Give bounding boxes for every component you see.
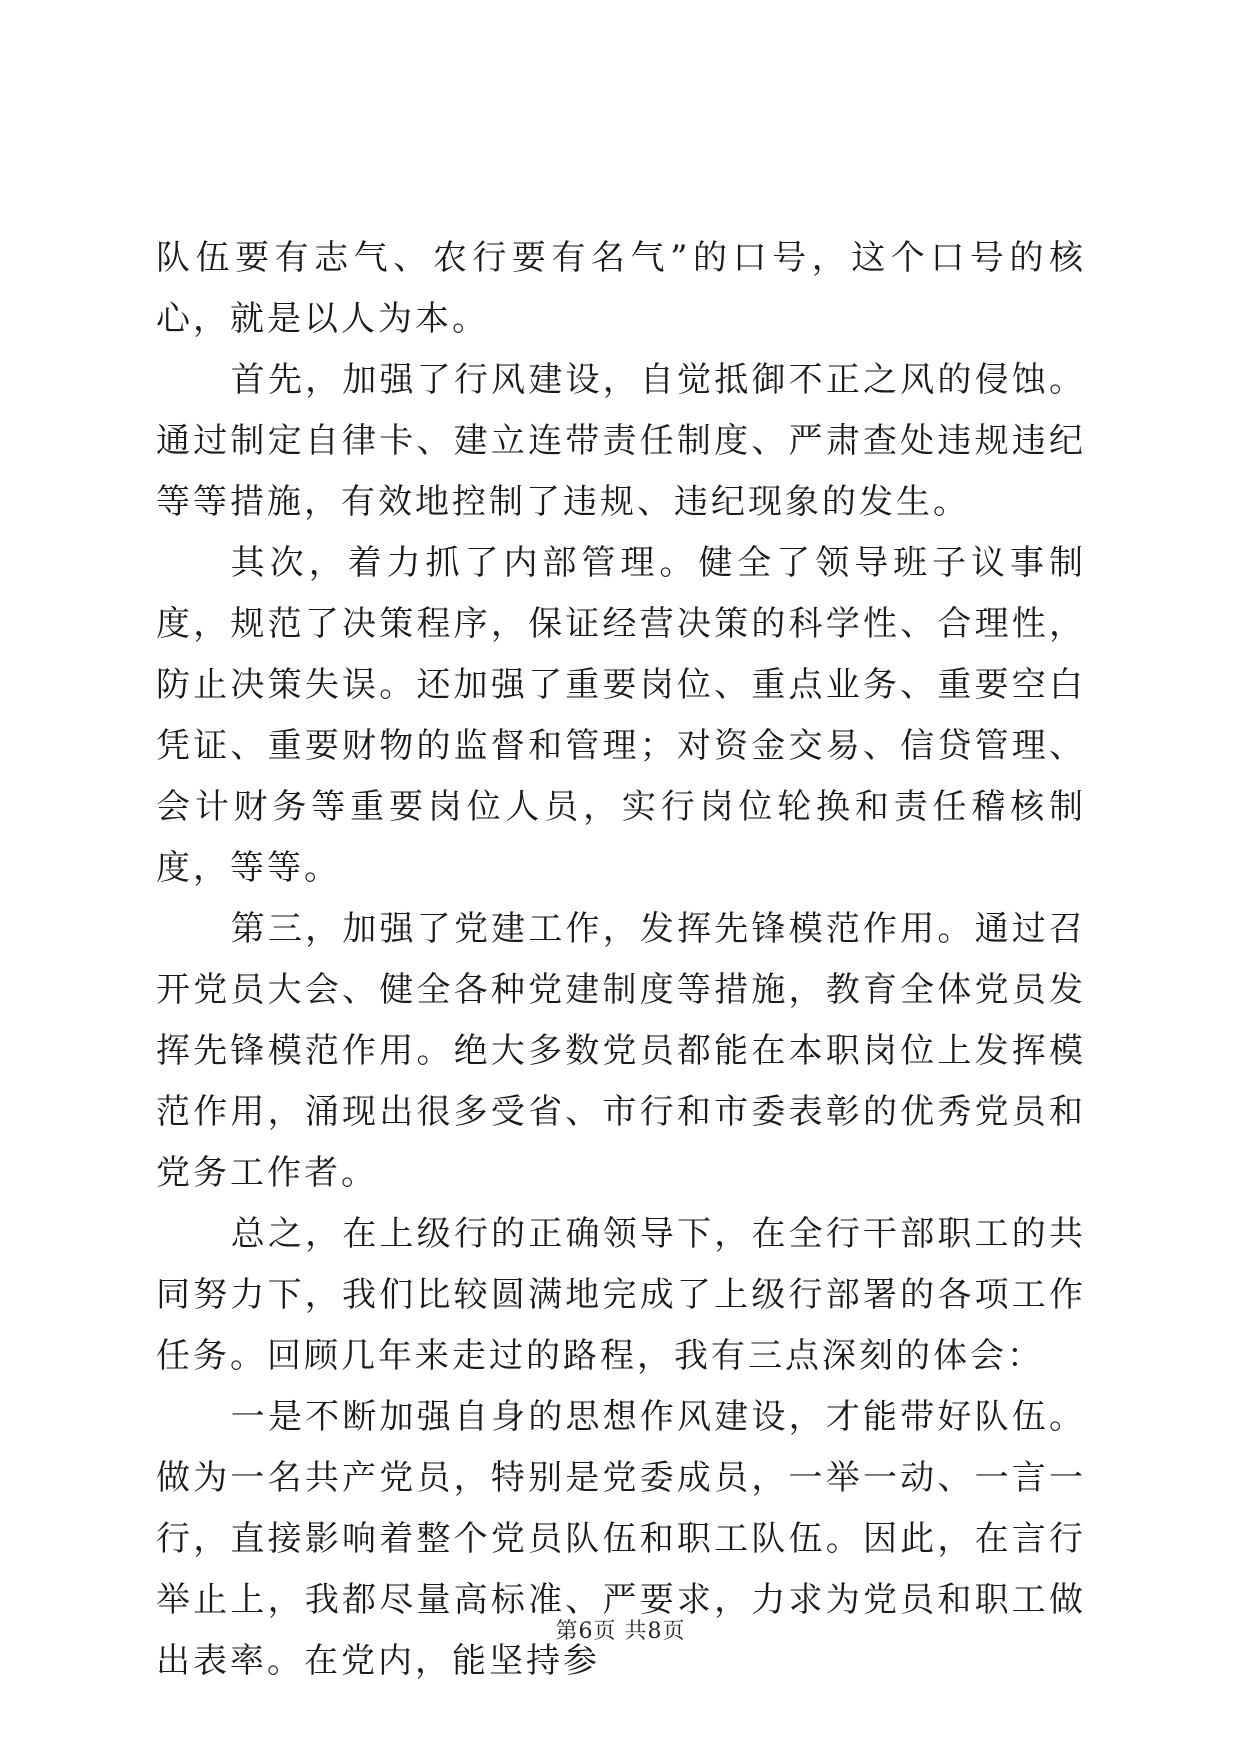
paragraph-continuation: 队伍要有志气、农行要有名气”的口号，这个口号的核心，就是以人为本。 <box>156 238 1086 339</box>
paragraph-third: 第三，加强了党建工作，发挥先锋模范作用。通过召开党员大会、健全各种党建制度等措施，教育全体党员发挥先锋模范作用。绝大多数党员都能在本职岗位上发挥模范作用，涌现出很多受省、市行和市委表彰的优秀党员和党务工作者。 <box>156 909 1086 1193</box>
page-footer: 第6页 共8页 <box>555 1619 686 1644</box>
paragraph-summary: 总之，在上级行的正确领导下，在全行干部职工的共同努力下，我们比较圆满地完成了上级行部署的各项工作任务。回顾几年来走过的路程，我有三点深刻的体会： <box>156 1214 1086 1376</box>
paragraph-insight-one: 一是不断加强自身的思想作风建设，才能带好队伍。做为一名共产党员，特别是党委成员，一举一动、一言一行，直接影响着整个党员队伍和职工队伍。因此，在言行举止上，我都尽量高标准、严要求，力求为党员和职工做出表率。在党内，能坚持参 <box>156 1397 1086 1681</box>
paragraph-second: 其次，着力抓了内部管理。健全了领导班子议事制度，规范了决策程序，保证经营决策的科学性、合理性，防止决策失误。还加强了重要岗位、重点业务、重要空白凭证、重要财物的监督和管理；对资金交易、信贷管理、会计财务等重要岗位人员，实行岗位轮换和责任稽核制度，等等。 <box>156 543 1086 888</box>
document-body <box>156 228 1086 1692</box>
paragraph-first: 首先，加强了行风建设，自觉抵御不正之风的侵蚀。通过制定自律卡、建立连带责任制度、严肃查处违规违纪等等措施，有效地控制了违规、违纪现象的发生。 <box>156 360 1086 522</box>
